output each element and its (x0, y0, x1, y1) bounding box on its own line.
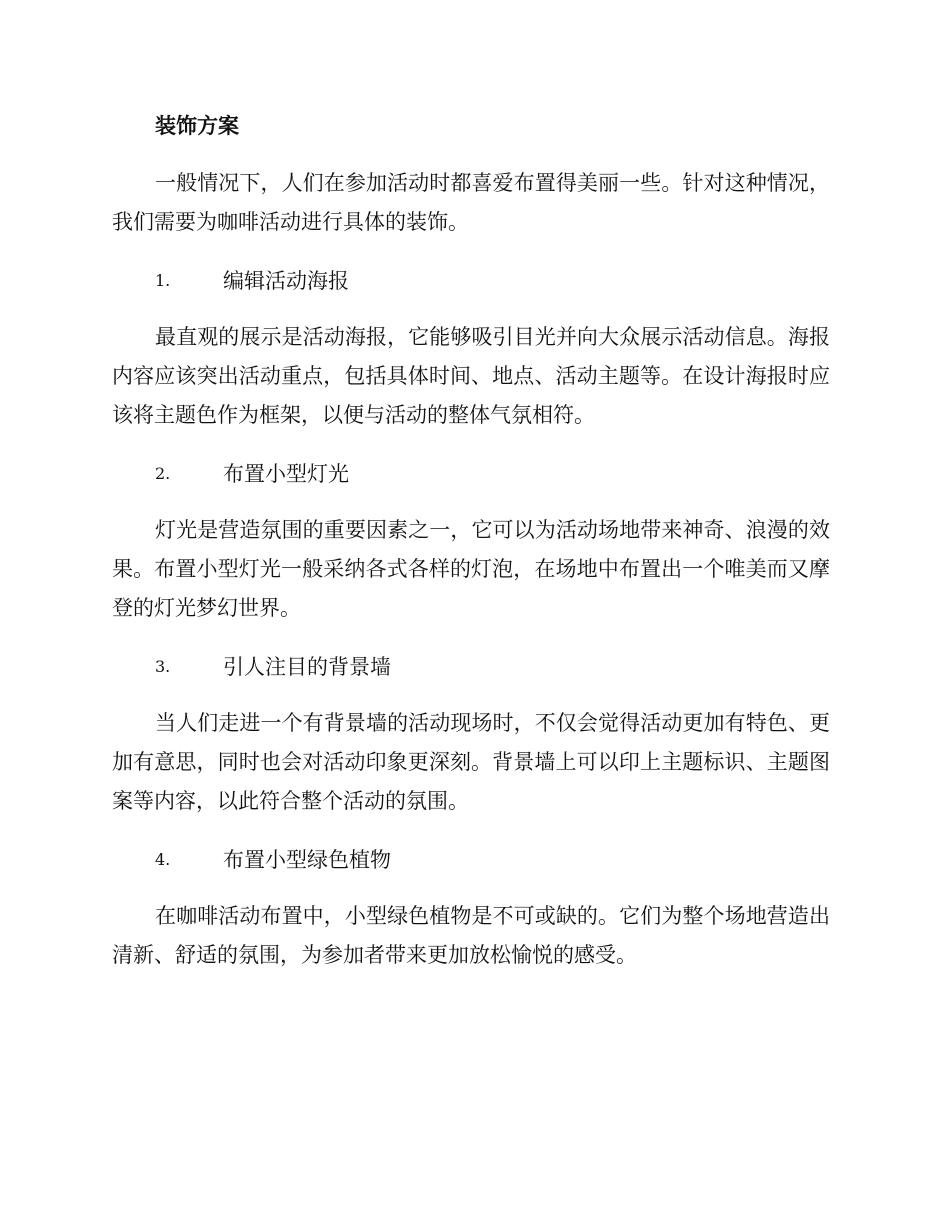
list-item-paragraph: 最直观的展示是活动海报，它能够吸引目光并向大众展示活动信息。海报内容应该突出活动重点，包括具体时间、地点、活动主题等。在设计海报时应该将主题色作为框架，以便与活动的整体气氛相符。 (112, 325, 830, 427)
intro-paragraph: 一般情况下，人们在参加活动时都喜爱布置得美丽一些。针对这种情况，我们需要为咖啡活动进行具体的装饰。 (112, 171, 830, 234)
list-item-number: 3. (155, 656, 171, 676)
list-item-paragraph: 当人们走进一个有背景墙的活动现场时，不仅会觉得活动更加有特色、更加有意思，同时也会对活动印象更深刻。背景墙上可以印上主题标识、主题图案等内容，以此符合整个活动的氛围。 (112, 711, 830, 813)
list-item-heading (112, 453, 830, 493)
list-item-number: 2. (155, 463, 171, 483)
list-item-title: 引人注目的背景墙 (223, 655, 391, 679)
list-item-heading (112, 839, 830, 879)
list-item-paragraph: 灯光是营造氛围的重要因素之一，它可以为活动场地带来神奇、浪漫的效果。布置小型灯光一般采纳各式各样的灯泡，在场地中布置出一个唯美而又摩登的灯光梦幻世界。 (112, 518, 830, 620)
list-item-paragraph: 在咖啡活动布置中，小型绿色植物是不可或缺的。它们为整个场地营造出清新、舒适的氛围，为参加者带来更加放松愉悦的感受。 (112, 904, 830, 967)
list-item-title: 布置小型绿色植物 (223, 848, 391, 872)
section-heading: 装饰方案 (155, 113, 239, 138)
list-item-number: 4. (155, 849, 171, 869)
list-item-title: 布置小型灯光 (223, 462, 349, 486)
list-item-number: 1. (155, 270, 171, 290)
list-item-heading (112, 646, 830, 686)
list-item-heading (112, 260, 830, 300)
list-item-title: 编辑活动海报 (223, 269, 349, 293)
